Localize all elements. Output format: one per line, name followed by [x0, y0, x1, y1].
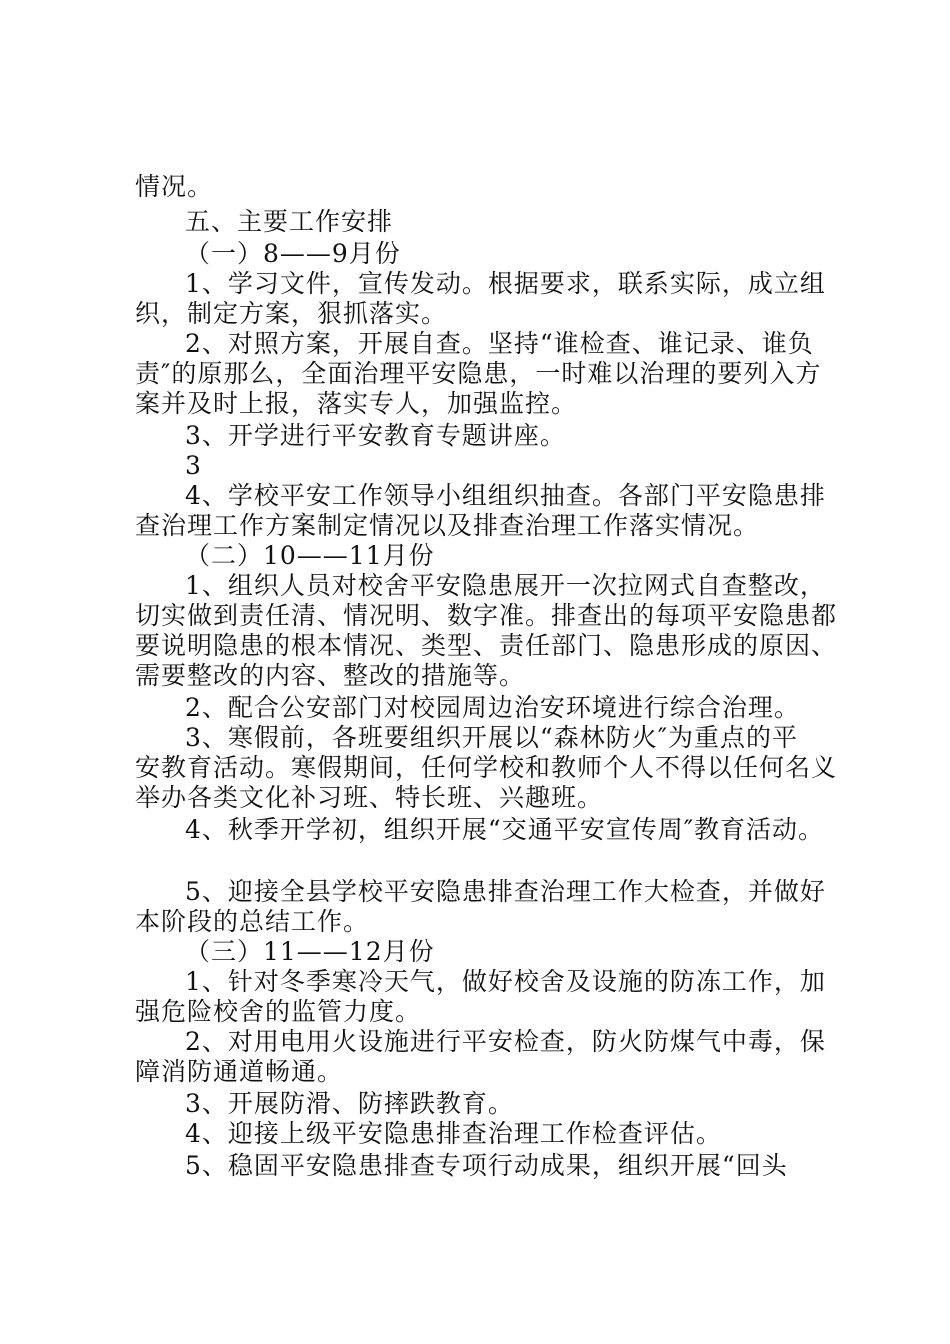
text-line: 1、针对冬季寒冷天气，做好校舍及设施的防冻工作，加	[185, 967, 826, 996]
text-line: 本阶段的总结工作。	[135, 907, 370, 936]
text-line: 3、寒假前，各班要组织开展以“森林防火″为重点的平	[185, 723, 799, 752]
text-line: 情况。	[135, 172, 214, 201]
text-line: 要说明隐患的根本情况、类型、责任部门、隐患形成的原因、	[135, 631, 838, 660]
text-line: 3、开学进行平安教育专题讲座。	[185, 421, 566, 450]
text-line: 织，制定方案，狠抓落实。	[135, 299, 448, 328]
text-line: 4、学校平安工作领导小组组织抽查。各部门平安隐患排	[185, 481, 826, 510]
text-line: 4、秋季开学初，组织开展“交通平安宣传周″教育活动。	[185, 815, 825, 844]
text-line: 责″的原那么，全面治理平安隐患，一时难以治理的要列入方	[135, 359, 822, 388]
subsection-heading: （二）10——11月份	[185, 541, 435, 570]
section-heading: 五、主要工作安排	[185, 207, 394, 236]
text-line: 案并及时上报，落实专人，加强监控。	[135, 389, 578, 418]
subsection-heading: （一）8——9月份	[185, 239, 401, 268]
text-line: 查治理工作方案制定情况以及排查治理工作落实情况。	[135, 511, 760, 540]
text-line: 强危险校舍的监管力度。	[135, 997, 422, 1026]
text-line: 1、组织人员对校舍平安隐患展开一次拉网式自查整改，	[185, 571, 826, 600]
text-line: 安教育活动。寒假期间，任何学校和教师个人不得以任何名义	[135, 753, 838, 782]
text-line: 1、学习文件，宣传发动。根据要求，联系实际，成立组	[185, 269, 826, 298]
text-line: 3	[185, 451, 202, 480]
text-line: 需要整改的内容、整改的措施等。	[135, 661, 526, 690]
text-line: 障消防通道畅通。	[135, 1057, 344, 1086]
text-line: 5、迎接全县学校平安隐患排查治理工作大检查，并做好	[185, 877, 826, 906]
text-line: 2、配合公安部门对校园周边治安环境进行综合治理。	[185, 693, 800, 722]
text-line: 2、对照方案，开展自查。坚持“谁检查、谁记录、谁负	[185, 329, 814, 358]
subsection-heading: （三）11——12月份	[185, 937, 435, 966]
text-line: 5、稳固平安隐患排查专项行动成果，组织开展“回头	[185, 1151, 788, 1180]
text-line: 2、对用电用火设施进行平安检查，防火防煤气中毒，保	[185, 1027, 826, 1056]
text-line: 举办各类文化补习班、特长班、兴趣班。	[135, 783, 604, 812]
text-line: 4、迎接上级平安隐患排查治理工作检查评估。	[185, 1119, 722, 1148]
text-line: 3、开展防滑、防摔跌教育。	[185, 1089, 514, 1118]
text-line: 切实做到责任清、情况明、数字准。排查出的每项平安隐患都	[135, 601, 838, 630]
